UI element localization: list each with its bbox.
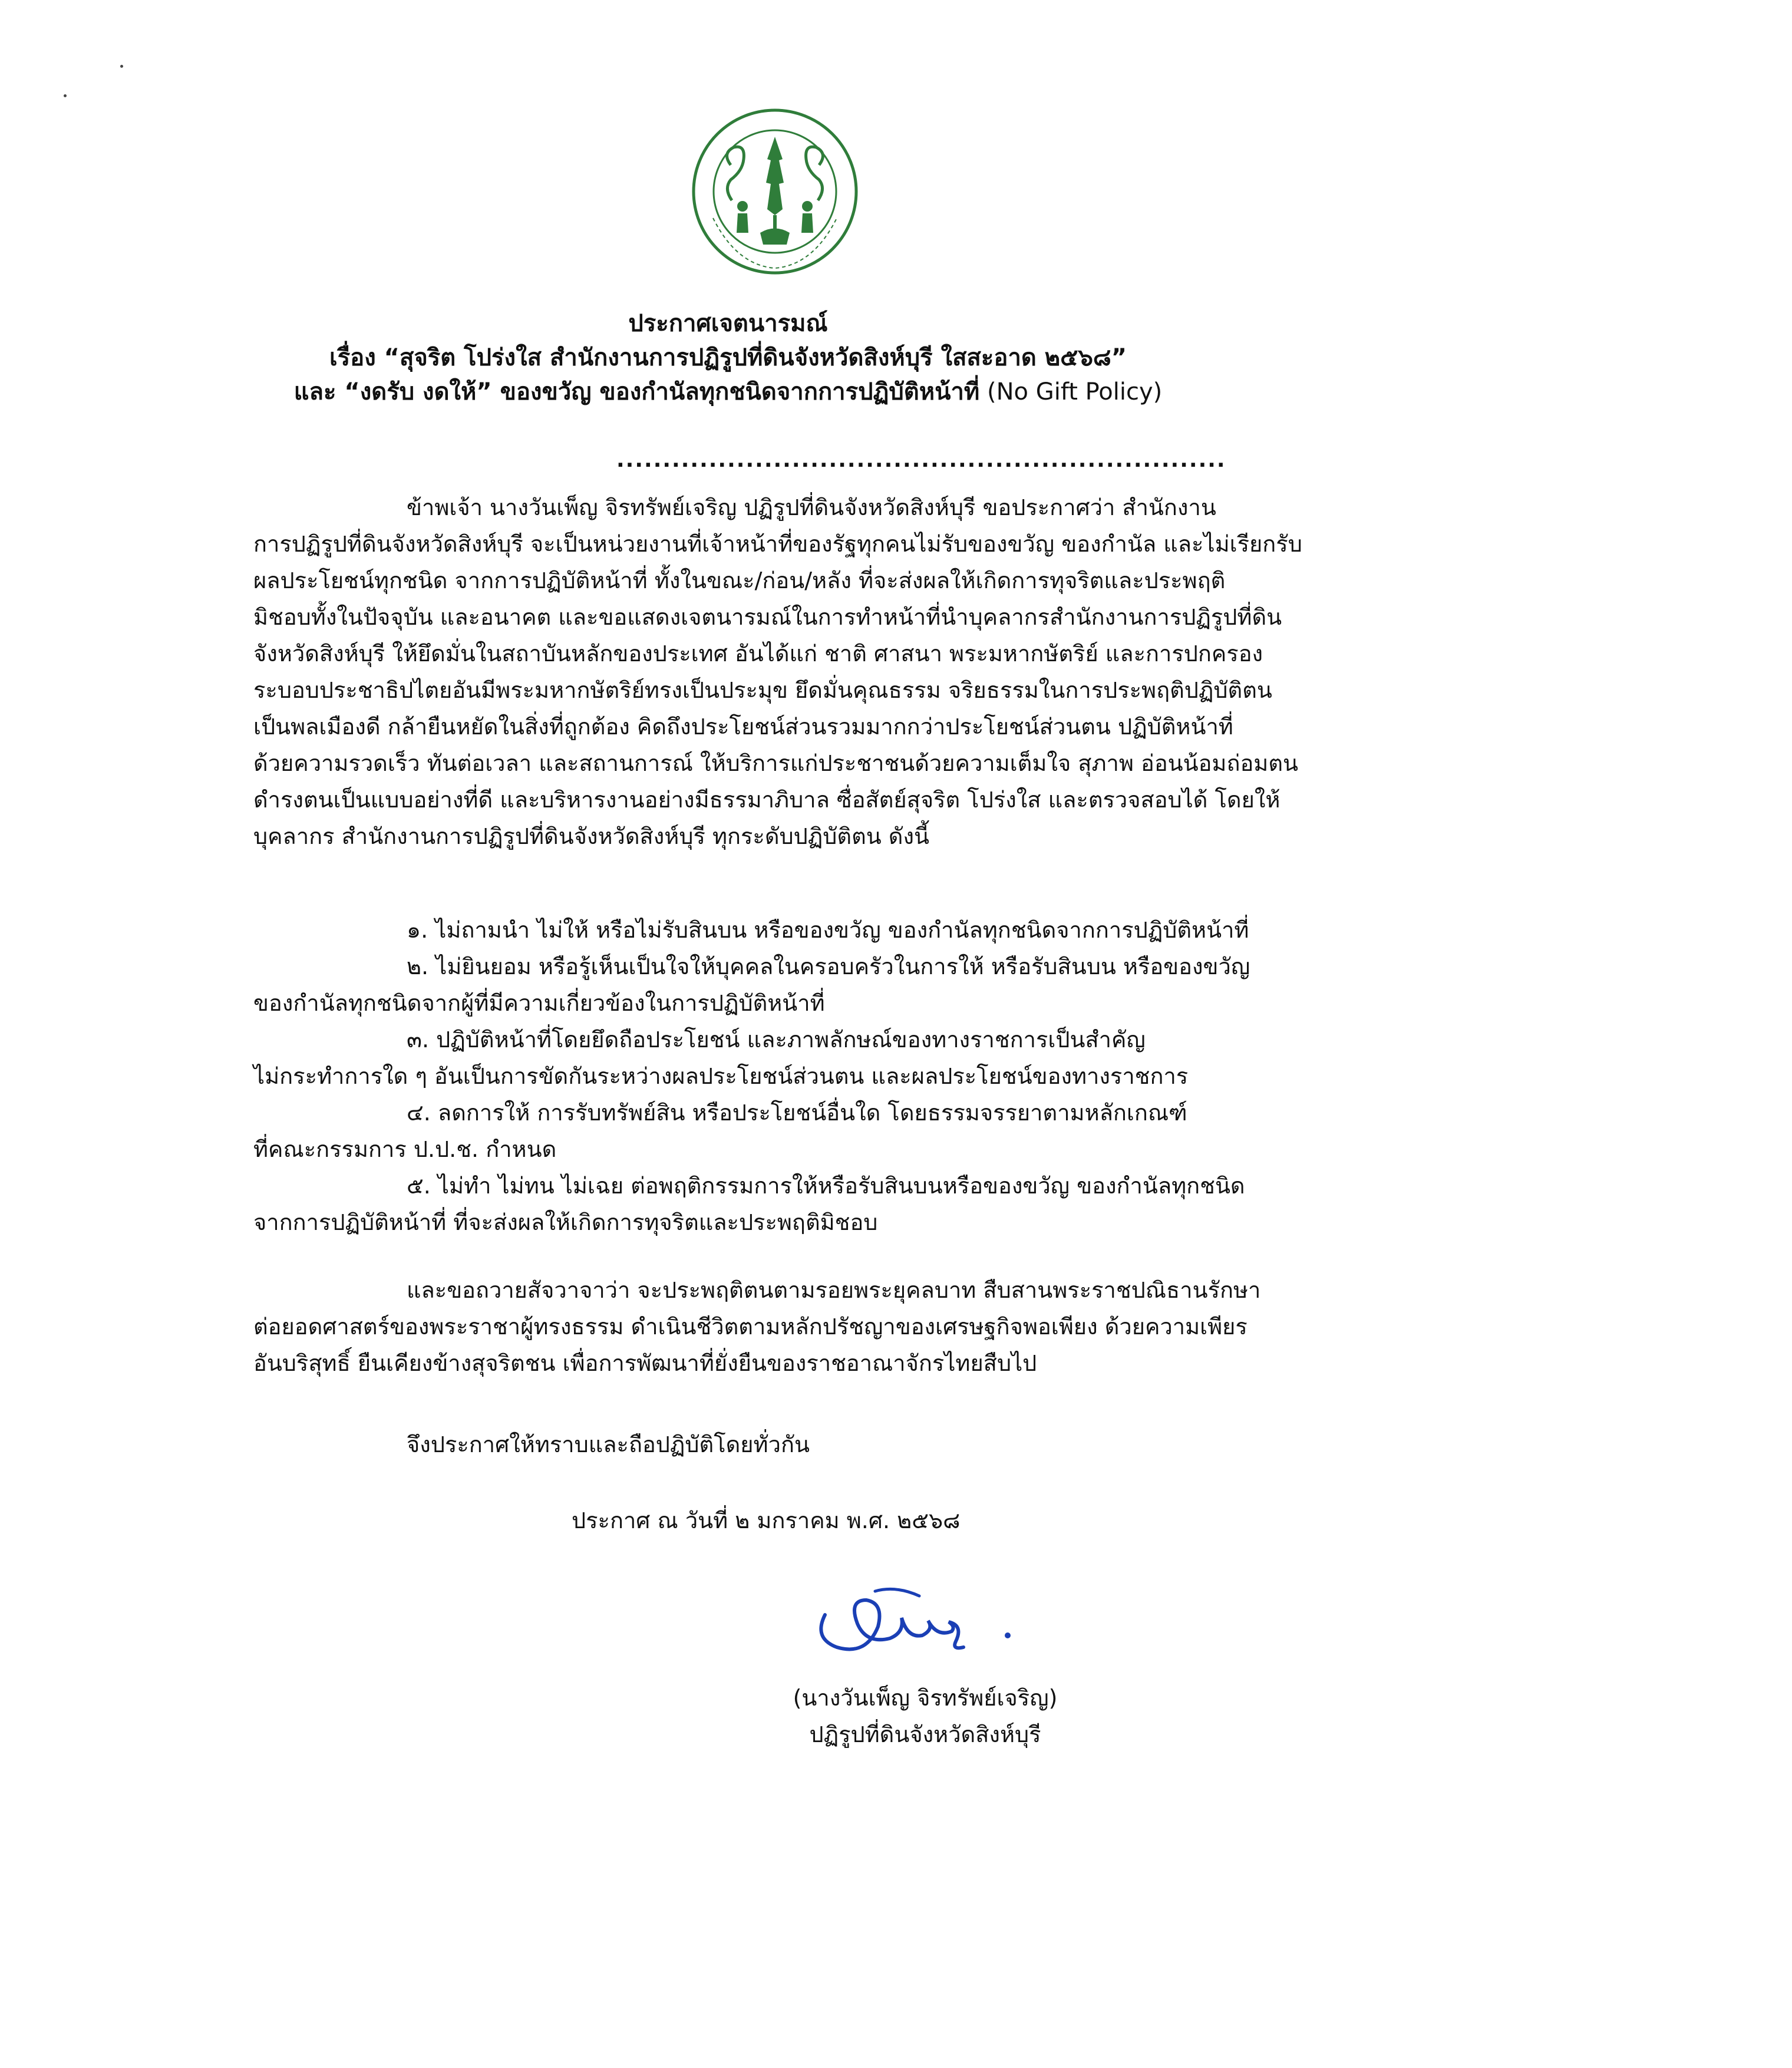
list-item-5: ๕. ไม่ทำ ไม่ทน ไม่เฉย ต่อพฤติกรรมการให้หรือรับสินบนหรือของขวัญ ของกำนัลทุกชนิด	[407, 1173, 1245, 1199]
intro-line: ดำรงตนเป็นแบบอย่างที่ดี และบริหารงานอย่างมีธรรมาภิบาล ซื่อสัตย์สุจริต โปร่งใส และตรวจสอบได้ โดยให้	[253, 787, 1281, 813]
list-item-2: ๒. ไม่ยินยอม หรือรู้เห็นเป็นใจให้บุคคลในครอบครัวในการให้ หรือรับสินบน หรือของขวัญ	[407, 954, 1250, 979]
intro-line: ระบอบประชาธิปไตยอันมีพระมหากษัตริย์ทรงเป็นประมุข ยึดมั่นคุณธรรม จริยธรรมในการประพฤติปฏิบัติตน	[253, 677, 1272, 703]
title-subject: เรื่อง “สุจริต โปร่งใส สำนักงานการปฏิรูปที่ดินจังหวัดสิงห์บุรี ใสสะอาด ๒๕๖๘”	[329, 344, 1127, 371]
announcement-line: จึงประกาศให้ทราบและถือปฏิบัติโดยทั่วกัน	[407, 1432, 810, 1457]
intro-line: จังหวัดสิงห์บุรี ให้ยึดมั่นในสถาบันหลักของประเทศ อันได้แก่ ชาติ ศาสนา พระมหากษัตริย์ และการปกครอง	[253, 641, 1263, 667]
intro-line: เป็นพลเมืองดี กล้ายืนหยัดในสิ่งที่ถูกต้อง คิดถึงประโยชน์ส่วนรวมมากกว่าประโยชน์ส่วนตน ปฏิบัติหน้าที่	[253, 714, 1233, 740]
dotted-separator: ..................................................................	[616, 448, 1226, 472]
intro-line: มิชอบทั้งในปัจจุบัน และอนาคต และขอแสดงเจตนารมณ์ในการทำหน้าที่นำบุคลากรสำนักงานการปฏิรูปที่ดิน	[253, 604, 1282, 630]
intro-line: ข้าพเจ้า นางวันเพ็ญ จิรทรัพย์เจริญ ปฏิรูปที่ดินจังหวัดสิงห์บุรี ขอประกาศว่า สำนักงาน	[407, 494, 1216, 520]
pledge-line: และขอถวายสัจวาจาว่า จะประพฤติตนตามรอยพระยุคลบาท สืบสานพระราชปณิธานรักษา	[407, 1277, 1261, 1303]
intro-paragraph	[253, 489, 1302, 855]
pledge-paragraph	[253, 1272, 1282, 1381]
list-item-3: ๓. ปฏิบัติหน้าที่โดยยึดถือประโยชน์ และภาพลักษณ์ของทางราชการเป็นสำคัญ	[407, 1027, 1146, 1053]
list-item-1: ๑. ไม่ถามนำ ไม่ให้ หรือไม่รับสินบน หรือของขวัญ ของกำนัลทุกชนิดจากการปฏิบัติหน้าที่	[407, 917, 1249, 943]
title-heading: ประกาศเจตนารมณ์	[628, 310, 828, 337]
announcement-title	[118, 306, 1338, 409]
intro-line: การปฏิรูปที่ดินจังหวัดสิงห์บุรี จะเป็นหน่วยงานที่เจ้าหน้าที่ของรัฐทุกคนไม่รับของขวัญ ของกำนัล และไม่เรียกรับ	[253, 531, 1302, 557]
announcement-date: ประกาศ ณ วันที่ ๒ มกราคม พ.ศ. ๒๕๖๘	[572, 1508, 961, 1533]
title-subject-line2-bold: และ “งดรับ งดให้” ของขวัญ ของกำนัลทุกชนิดจากการปฏิบัติหน้าที่	[293, 378, 980, 405]
signer-name: (นางวันเพ็ญ จิรทรัพย์เจริญ)	[793, 1685, 1058, 1711]
title-subject-line2	[118, 375, 1338, 409]
list-item-4-continuation: ที่คณะกรรมการ ป.ป.ช. กำหนด	[253, 1136, 557, 1162]
intro-line: ด้วยความรวดเร็ว ทันต่อเวลา และสถานการณ์ ให้บริการแก่ประชาชนด้วยความเต็มใจ สุภาพ อ่อนน้อมถ่อมตน	[253, 750, 1298, 776]
announcement-paragraph	[253, 1426, 1282, 1463]
handwritten-signature	[801, 1568, 1049, 1674]
list-item-5-continuation: จากการปฏิบัติหน้าที่ ที่จะส่งผลให้เกิดการทุจริตและประพฤติมิชอบ	[253, 1209, 878, 1235]
land-reform-office-emblem-icon	[689, 106, 860, 277]
pledge-line: อันบริสุทธิ์ ยืนเคียงข้างสุจริตชน เพื่อการพัฒนาที่ยั่งยืนของราชอาณาจักรไทยสืบไป	[253, 1350, 1037, 1376]
intro-line: ผลประโยชน์ทุกชนิด จากการปฏิบัติหน้าที่ ทั้งในขณะ/ก่อน/หลัง ที่จะส่งผลให้เกิดการทุจริตและประพฤติ	[253, 568, 1226, 593]
title-subject-line2-english: (No Gift Policy)	[979, 378, 1163, 405]
signer-block	[737, 1680, 1114, 1753]
signer-position: ปฏิรูปที่ดินจังหวัดสิงห์บุรี	[809, 1721, 1041, 1747]
list-item-3-continuation: ไม่กระทำการใด ๆ อันเป็นการขัดกันระหว่างผลประโยชน์ส่วนตน และผลประโยชน์ของทางราชการ	[253, 1063, 1189, 1089]
list-item-2-continuation: ของกำนัลทุกชนิดจากผู้ที่มีความเกี่ยวข้องในการปฏิบัติหน้าที่	[253, 990, 825, 1016]
list-item-4: ๔. ลดการให้ การรับทรัพย์สิน หรือประโยชน์อื่นใด โดยธรรมจรรยาตามหลักเกณฑ์	[407, 1100, 1187, 1126]
pledge-line: ต่อยอดศาสตร์ของพระราชาผู้ทรงธรรม ดำเนินชีวิตตามหลักปรัชญาของเศรษฐกิจพอเพียง ด้วยความเพียร	[253, 1314, 1248, 1340]
pledge-items-list	[253, 912, 1282, 1241]
intro-line: บุคลากร สำนักงานการปฏิรูปที่ดินจังหวัดสิงห์บุรี ทุกระดับปฏิบัติตน ดังนี้	[253, 823, 930, 849]
